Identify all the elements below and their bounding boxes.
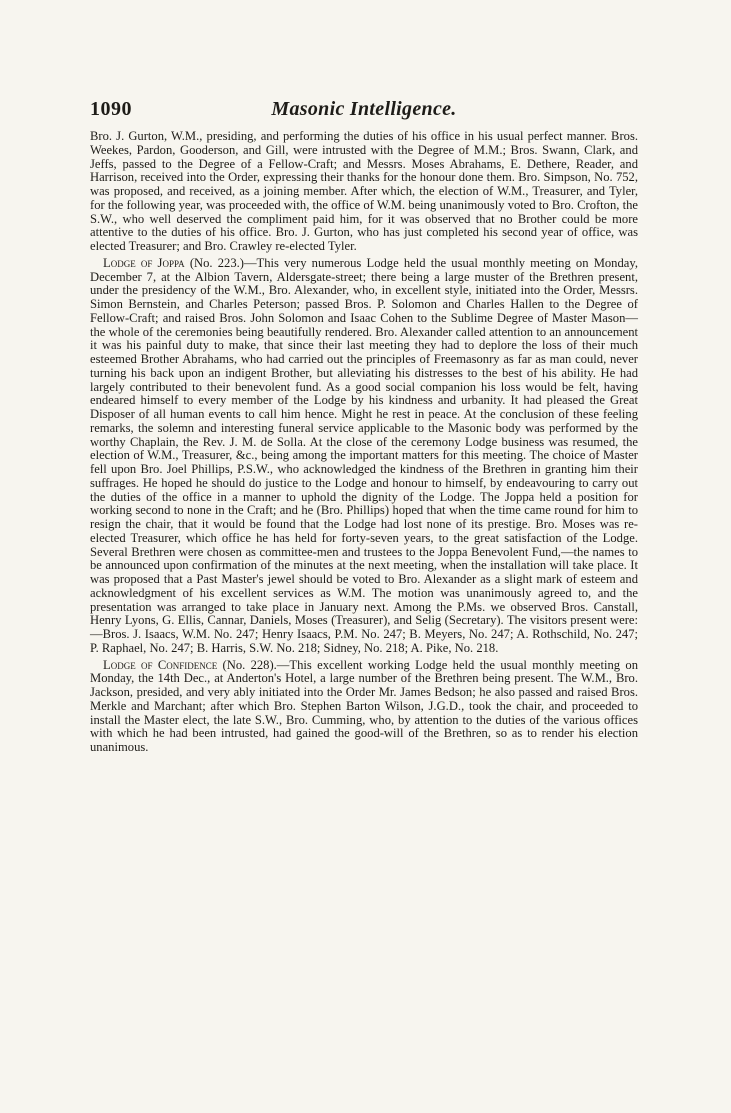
lodge-heading-joppa: Lodge of Joppa bbox=[103, 255, 185, 270]
magazine-page bbox=[90, 96, 638, 755]
lodge-heading-confidence: Lodge of Confidence bbox=[103, 657, 218, 672]
paragraph-text: Bro. J. Gurton, W.M., presiding, and performing the duties of his office in his usual perfect manner. Bros. Weekes, Pardon, Gooderson, and Gill, were intrusted with the Degree of M.M.; Bros. Swann, Clark, and Jeffs, passed to the Degree of a Fellow-Craft; and Messrs. Moses Abrahams, E. Dethere, Reader, and Harrison, received into the Order, expressing their thanks for the honour done them. Bro. Simpson, No. 752, was proposed, and received, as a joining member. After which, the election of W.M., Treasurer, and Tyler, for the following year, was proceeded with, the office of W.M. being unanimously voted to Bro. Crofton, the S.W., who well deserved the compliment paid him, for it was observed that no Brother could be more attentive to the duties of his office. Bro. J. Gurton, who has just completed his second year of office, was elected Treasurer; and Bro. Crawley re-elected Tyler. bbox=[90, 129, 638, 253]
page-number: 1090 bbox=[90, 98, 132, 120]
paragraph-lodge-of-joppa bbox=[90, 257, 638, 656]
paragraph-text: (No. 228).—This excellent working Lodge held the usual monthly meeting on Monday, the 14th Dec., at Anderton's Hotel, a large number of the Brethren being present. The W.M., Bro. Jackson, presided, and very ably initiated into the Order Mr. James Bedson; he also passed and raised Bros. Merkle and Marchant; after which Bro. Stephen Barton Wilson, J.G.D., took the chair, and proceeded to install the Master elect, the late S.W., Bro. Cumming, who, by attention to the duties of the various offices with which he had been intrusted, had gained the good-will of the Brethren, so as to render his election unanimous. bbox=[90, 657, 638, 754]
article-body bbox=[90, 130, 638, 755]
paragraph-lodge-of-confidence bbox=[90, 659, 638, 755]
paragraph-gurton-lodge bbox=[90, 130, 638, 254]
paragraph-text: (No. 223.)—This very numerous Lodge held the usual monthly meeting on Monday, December 7, at the Albion Tavern, Aldersgate-street; there being a large muster of the Brethren present, under the presidency of the W.M., Bro. Alexander, who, in excellent style, initiated into the Order, Messrs. Simon Bernstein, and Charles Peterson; passed Bros. P. Solomon and Charles Hallen to the Degree of Fellow-Craft; and raised Bros. John Solomon and Isaac Cohen to the Sublime Degree of Master Mason—the whole of the ceremonies being beautifully rendered. Bro. Alexander called attention to an announcement it was his painful duty to make, that since their last meeting they had to deplore the loss of their much esteemed Brother Abrahams, who had carried out the principles of Freemasonry as far as man could, never turning his back upon an indigent Brother, but alleviating his distresses to the best of his ability. He had largely contributed to their benevolent fund. As a good social companion his loss would be felt, having endeared himself to every member of the Lodge by his kindness and urbanity. It had pleased the Great Disposer of all human events to call him hence. Might he rest in peace. At the conclusion of these feeling remarks, the solemn and interesting funeral service applicable to the Masonic body was performed by the worthy Chaplain, the Rev. J. M. de Solla. At the close of the ceremony Lodge business was resumed, the election of W.M., Treasurer, &c., being among the important matters for this meeting. The choice of Master fell upon Bro. Joel Phillips, P.S.W., who acknowledged the kindness of the Brethren in granting him their suffrages. He hoped he should do justice to the Lodge and honour to himself, by endeavouring to carry out the duties of the office in a manner to uphold the dignity of the Lodge. The Joppa held a position for working second to none in the Craft; and he (Bro. Phillips) hoped that when the time came round for him to resign the chair, that it would be found that the Lodge had lost none of its prestige. Bro. Moses was re-elected Treasurer, which office he has held for forty-seven years, to the great satisfaction of the Lodge. Several Brethren were chosen as committee-men and trustees to the Joppa Benevolent Fund,—the names to be announced upon confirmation of the minutes at the next meeting, when the installation will take place. It was proposed that a Past Master's jewel should be voted to Bro. Alexander as a slight mark of esteem and acknowledgment of his excellent services as W.M. The motion was unanimously agreed to, and the presentation was arranged to take place in January next. Among the P.Ms. we observed Bros. Canstall, Henry Lyons, G. Ellis, Cannar, Daniels, Moses (Treasurer), and Selig (Secretary). The visitors present were:—Bros. J. Isaacs, W.M. No. 247; Henry Isaacs, P.M. No. 247; B. Meyers, No. 247; A. Rothschild, No. 247; P. Raphael, No. 247; B. Harris, S.W. No. 218; Sidney, No. 218; A. Pike, No. 218. bbox=[90, 255, 638, 655]
page-header bbox=[90, 96, 638, 130]
running-title: Masonic Intelligence. bbox=[271, 98, 457, 120]
